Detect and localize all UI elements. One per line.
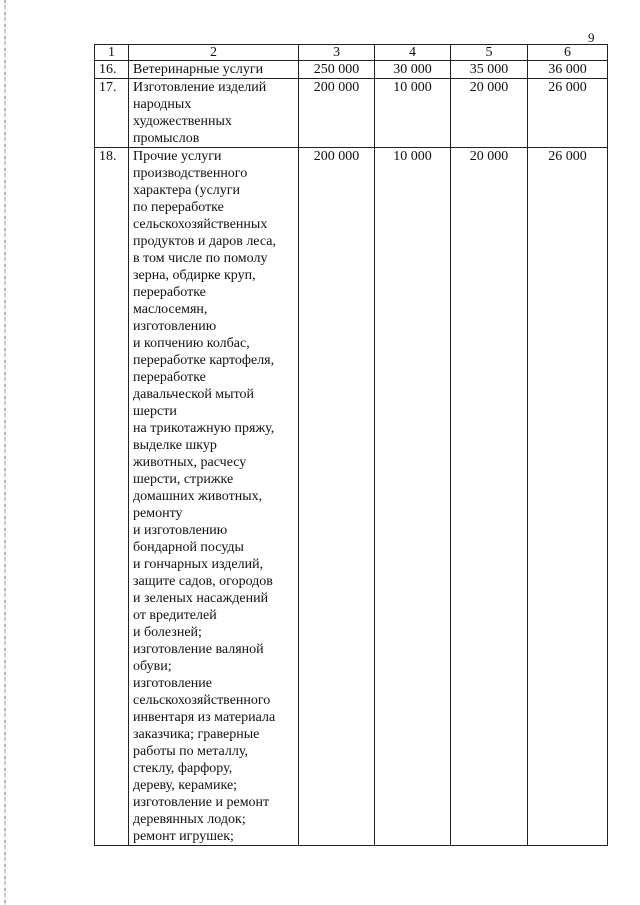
value-col-6: 36 000 [528,61,608,79]
service-name-line: Ветеринарные услуги [133,62,264,77]
value-col-4: 10 000 [375,148,451,846]
page-number: 9 [588,30,595,45]
value-col-5: 35 000 [451,61,528,79]
service-name-line: и гончарных изделий, [133,557,264,572]
table-row [95,79,608,148]
service-name-line: работы по металлу, [133,744,248,759]
service-name-line: переработке картофеля, [133,353,275,368]
service-name-line: деревянных лодок; [133,812,246,827]
service-name-line: выделке шкур [133,438,217,453]
service-name-line: производственного [133,166,248,181]
service-name-line: бондарной посуды [133,540,244,555]
service-name [129,79,299,148]
value-col-5: 20 000 [451,148,528,846]
column-header-4: 4 [375,45,451,61]
service-name-line: домашних животных, [133,489,263,504]
service-name-line: маслосемян, [133,302,208,317]
service-name-line: заказчика; граверные [133,727,260,742]
value-col-6: 26 000 [528,148,608,846]
service-name-line: и болезней; [133,625,202,640]
service-name-line: изготовление валяной [133,642,264,657]
value-col-3: 200 000 [299,79,375,148]
service-name-line: от вредителей [133,608,217,623]
service-name-line: Изготовление изделий [133,80,267,95]
service-name-line: Прочие услуги [133,149,222,164]
table-row [95,61,608,79]
table-row [95,148,608,846]
service-name-line: изготовление и ремонт [133,795,270,810]
column-header-1: 1 [95,45,129,61]
service-name-line: шерсти [133,404,177,419]
service-name-line: зерна, обдирке круп, [133,268,256,283]
scan-edge-artifact [4,0,6,905]
service-name [129,61,299,79]
column-header-6: 6 [528,45,608,61]
value-col-4: 30 000 [375,61,451,79]
service-name-line: продуктов и даров леса, [133,234,276,249]
service-name-line: переработке [133,370,206,385]
row-index: 17. [95,79,129,148]
service-name-line: ремонт игрушек; [133,829,234,844]
service-name-line: сельскохозяйственных [133,217,268,232]
service-name-line: и изготовлению [133,523,228,538]
value-col-6: 26 000 [528,79,608,148]
service-name-line: и зеленых насаждений [133,591,269,606]
value-col-5: 20 000 [451,79,528,148]
service-name-line: дереву, керамике; [133,778,238,793]
row-index: 18. [95,148,129,846]
service-name-line: по переработке [133,200,224,215]
value-col-3: 200 000 [299,148,375,846]
service-name-line: художественных [133,114,232,129]
service-name-line: стеклу, фарфору, [133,761,233,776]
service-name-line: инвентаря из материала [133,710,276,725]
service-name-line: сельскохозяйственного [133,693,271,708]
services-table [94,44,608,846]
service-name-line: давальческой мытой [133,387,254,402]
service-name-line: в том числе по помолу [133,251,268,266]
service-name-line: шерсти, стрижке [133,472,234,487]
service-name-line: животных, расчесу [133,455,247,470]
service-name-line: изготовление [133,676,212,691]
service-name [129,148,299,846]
service-name-line: на трикотажную пряжу, [133,421,275,436]
table-header-row [95,45,608,61]
service-name-line: характера (услуги [133,183,241,198]
service-name-line: промыслов [133,131,200,146]
service-name-line: обуви; [133,659,172,674]
service-name-line: народных [133,97,192,112]
service-name-line: изготовлению [133,319,217,334]
service-name-line: и копчению колбас, [133,336,250,351]
column-header-5: 5 [451,45,528,61]
row-index: 16. [95,61,129,79]
service-name-line: защите садов, огородов [133,574,273,589]
column-header-3: 3 [299,45,375,61]
value-col-4: 10 000 [375,79,451,148]
column-header-2: 2 [129,45,299,61]
value-col-3: 250 000 [299,61,375,79]
service-name-line: переработке [133,285,206,300]
service-name-line: ремонту [133,506,183,521]
